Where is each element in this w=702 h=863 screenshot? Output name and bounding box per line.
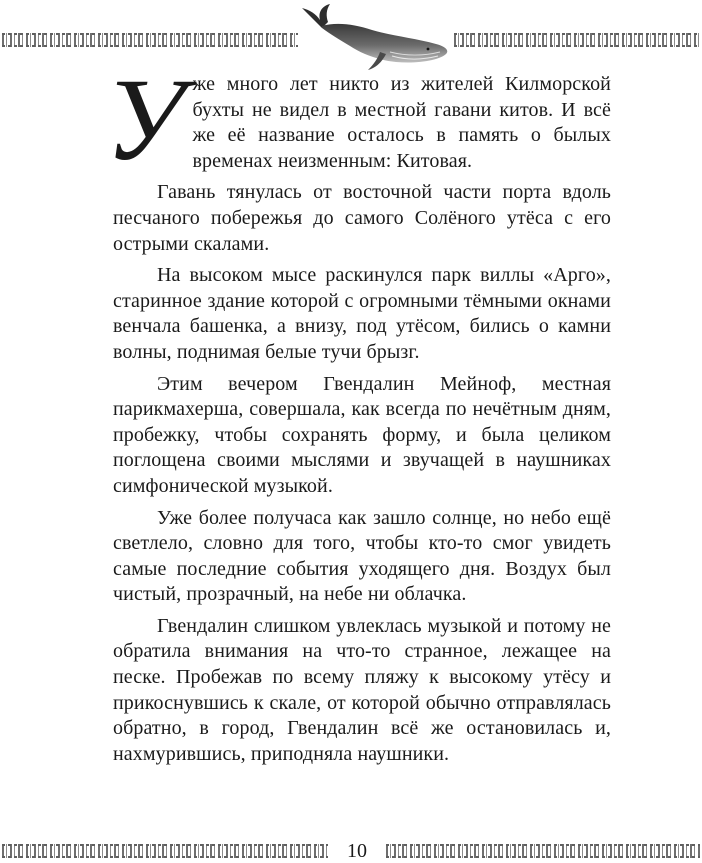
page-number: 10 — [347, 840, 367, 862]
drop-cap: У — [105, 54, 185, 185]
footer-border-right — [386, 844, 700, 858]
paragraph-1 — [105, 54, 611, 185]
ornamental-border-right — [454, 33, 700, 47]
paragraph-2: Гавань тянулась от восточной части порта вдоль песчаного побережья до самого Солёного утёса с его острыми скалами. — [113, 181, 611, 255]
paragraph-4: Этим вечером Гвендалин Мейноф, местная парикмахерша, совершала, как всегда по нечётным дням, пробежку, чтобы сохранять форму, и была целиком поглощена своими мыслями и звучащей в наушниках симфонической музыкой. — [113, 372, 611, 497]
ornamental-border-left — [2, 33, 298, 47]
story-text — [105, 54, 611, 773]
whale-icon — [296, 0, 452, 72]
paragraph-6: Гвендалин слишком увлеклась музыкой и потому не обратила внимания на что-то странное, лежащее на песке. Пробежав по всему пляжу к высокому утёсу и прикоснувшись к скале, от которой обычно отправлялась обратно, в город, Гвендалин всё же остановилась и, нахмурившись, приподняла наушники. — [113, 614, 611, 765]
paragraph-3: На высоком мысе раскинулся парк виллы «Арго», старинное здание которой с огромными тёмными окнами венчала башенка, а внизу, под утёсом, бились о камни волны, поднимая белые тучи брызг. — [113, 264, 611, 363]
paragraph-5: Уже более получаса как зашло солнце, но небо ещё светлело, словно для того, чтобы кто-то смог увидеть самые последние события уходящего дня. Воздух был чистый, прозрачный, на небе ни облачка. — [113, 506, 611, 606]
paragraph-1-text: же много лет никто из жителей Килморской бухты не видел в местной гавани китов. И всё же её название осталось в память о былых временах неизменным: Китовая. — [192, 73, 611, 172]
